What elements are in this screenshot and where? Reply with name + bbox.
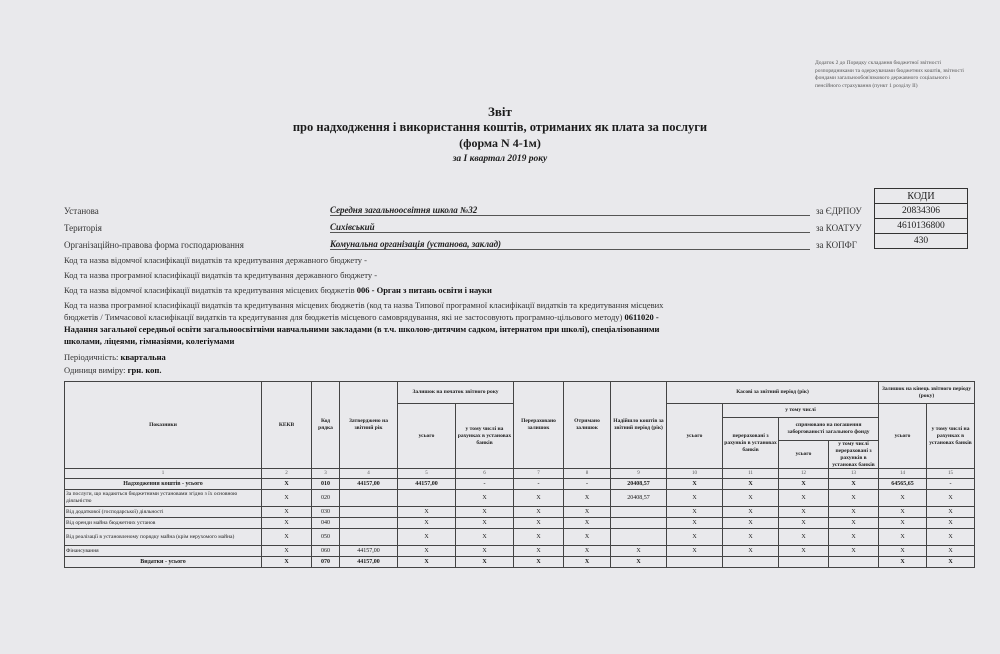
col-num: 13 (829, 469, 879, 479)
row-cell: X (927, 507, 975, 518)
row-cell: X (829, 529, 879, 546)
col-num: 3 (312, 469, 340, 479)
row-cell: X (611, 557, 667, 568)
row-cell: X (879, 546, 927, 557)
table-row (65, 490, 975, 507)
row-cell: X (564, 546, 611, 557)
table-row (65, 479, 975, 490)
row-cell: X (398, 557, 456, 568)
row-cell: X (723, 529, 779, 546)
unit (64, 365, 161, 375)
row-cell: - (456, 479, 514, 490)
row-cell: X (667, 546, 723, 557)
row-cell: 060 (312, 546, 340, 557)
row-name: Від оренди майна бюджетних установ (65, 518, 262, 529)
row-cell: X (879, 507, 927, 518)
row-cell: X (779, 479, 829, 490)
table-row (65, 518, 975, 529)
row-cell: X (927, 529, 975, 546)
periodicity-value: квартальна (120, 352, 166, 362)
row-name: Від додаткової (господарської) діяльності (65, 507, 262, 518)
row-cell: X (927, 557, 975, 568)
th-directed-split (779, 441, 878, 468)
col-num: 12 (779, 469, 829, 479)
col-num: 14 (879, 469, 927, 479)
row-cell: X (398, 529, 456, 546)
th-approved: Затверджено на звітний рік (340, 382, 398, 469)
th-row-code: Код рядка (312, 382, 340, 469)
table-row (65, 557, 975, 568)
row-cell: X (879, 529, 927, 546)
row-cell: 44157,00 (398, 479, 456, 490)
row-cell: 070 (312, 557, 340, 568)
row-cell: 030 (312, 507, 340, 518)
row-cell: 010 (312, 479, 340, 490)
code-label-koatuu: за КОАТУУ (816, 223, 862, 233)
th-cash-incl: у тому числі (723, 404, 879, 418)
row-cell: X (456, 518, 514, 529)
row-cell: X (514, 529, 564, 546)
th-transferred-banks: перераховані з рахунків в установах банків (723, 418, 779, 469)
line-prog-local-2-label: бюджетів / Тимчасової класифікації видатків та кредитування для бюджетів місцевого самоврядування, які не застосовують програмно-цільового методу) (64, 312, 623, 322)
th-directed-total: усього (779, 441, 829, 468)
row-cell (340, 507, 398, 518)
col-num: 2 (262, 469, 312, 479)
th-indicators: Показники (65, 382, 262, 469)
code-edrpou: 20834306 (875, 204, 968, 219)
row-cell: 20408,57 (611, 490, 667, 507)
row-cell (723, 557, 779, 568)
row-cell: 20408,57 (611, 479, 667, 490)
row-cell: X (456, 557, 514, 568)
row-cell: X (667, 490, 723, 507)
table-row (65, 507, 975, 518)
line-prog-local-name: Надання загальної середньої освіти загальноосвітніми навчальними закладами (в т.ч. школою-дитячим садком, інтернатом при школі), спеціалізованими (64, 324, 660, 334)
column-numbers-row (65, 469, 975, 479)
codes-table (874, 188, 968, 249)
table-row (65, 529, 975, 546)
field-label-legal-form: Організаційно-правова форма господарювання (64, 240, 244, 250)
field-label-institution: Установа (64, 206, 99, 216)
row-cell: X (514, 557, 564, 568)
row-cell (611, 507, 667, 518)
row-cell: X (723, 546, 779, 557)
report-period: за I квартал 2019 року (452, 154, 548, 164)
codes-header: КОДИ (875, 189, 968, 204)
code-label-kopfg: за КОПФГ (816, 240, 857, 250)
row-cell: - (514, 479, 564, 490)
line-dept-local (64, 285, 492, 295)
th-cash: Касові за звітний період (рік) (667, 382, 879, 404)
code-label-edrpou: за ЄДРПОУ (816, 206, 862, 216)
th-directed (779, 418, 879, 469)
th-end-total: усього (879, 404, 927, 469)
row-cell: X (927, 518, 975, 529)
row-name: Видатки - усього (65, 557, 262, 568)
line-prog-local-3 (64, 324, 974, 334)
row-cell: X (779, 546, 829, 557)
row-cell: X (667, 479, 723, 490)
th-end-incl-banks: у тому числі на рахунках в установах банків (927, 404, 975, 469)
row-name: Фінансування (65, 546, 262, 557)
row-cell (340, 518, 398, 529)
th-start-total: усього (398, 404, 456, 469)
th-transferred: Перераховано залишок (514, 382, 564, 469)
field-value-institution: Середня загальноосвітня школа №32 (330, 205, 810, 216)
row-cell: X (667, 518, 723, 529)
line-prog-state: Код та назва програмної класифікації видатків та кредитування державного бюджету - (64, 270, 378, 280)
row-cell: X (564, 490, 611, 507)
row-cell: 64565,65 (879, 479, 927, 490)
table-row (65, 546, 975, 557)
row-cell: X (398, 507, 456, 518)
th-start-balance: Залишок на початок звітного року (398, 382, 514, 404)
line-prog-local-code: 0611020 - (624, 312, 659, 322)
row-cell: - (927, 479, 975, 490)
row-cell: X (456, 507, 514, 518)
row-name: Від реалізації в установленому порядку майна (крім нерухомого майна) (65, 529, 262, 546)
field-value-territory: Сихівський (330, 222, 810, 233)
th-cash-total: усього (667, 404, 723, 469)
th-directed-label: спрямовано на погашення заборгованості загального фонду (779, 418, 878, 441)
row-cell: X (723, 518, 779, 529)
row-cell (398, 490, 456, 507)
row-cell: X (262, 546, 312, 557)
row-cell: X (829, 490, 879, 507)
col-num: 15 (927, 469, 975, 479)
line-dept-local-value: 006 - Орган з питань освіти і науки (356, 285, 492, 295)
table-body (65, 479, 975, 568)
th-start-incl-banks: у тому числі на рахунках в установах банків (456, 404, 514, 469)
th-kekv: КЕКВ (262, 382, 312, 469)
row-cell: X (829, 479, 879, 490)
row-cell (611, 518, 667, 529)
row-cell: X (564, 557, 611, 568)
row-cell: X (398, 518, 456, 529)
code-kopfg: 430 (875, 234, 968, 249)
th-received-funds: Надійшло коштів за звітний період (рік) (611, 382, 667, 469)
code-koatuu: 4610136800 (875, 219, 968, 234)
row-cell: X (611, 546, 667, 557)
row-cell: 050 (312, 529, 340, 546)
row-cell: X (723, 479, 779, 490)
report-title: Звіт (488, 104, 512, 119)
report-form: (форма N 4-1м) (459, 136, 541, 150)
row-cell: X (262, 518, 312, 529)
unit-label: Одиниця виміру: (64, 365, 126, 375)
row-cell (829, 557, 879, 568)
row-cell: X (723, 507, 779, 518)
row-cell: 44157,00 (340, 479, 398, 490)
col-num: 5 (398, 469, 456, 479)
row-cell: X (262, 507, 312, 518)
line-prog-local-2 (64, 312, 974, 322)
row-cell: X (779, 507, 829, 518)
row-cell: 040 (312, 518, 340, 529)
row-cell: 020 (312, 490, 340, 507)
row-cell: X (456, 546, 514, 557)
row-cell: X (262, 529, 312, 546)
field-value-legal-form: Комунальна організація (установа, заклад) (330, 239, 810, 250)
col-num: 10 (667, 469, 723, 479)
report-subtitle: про надходження і використання коштів, отриманих як плата за послуги (292, 120, 708, 134)
row-cell: X (779, 529, 829, 546)
row-cell: X (398, 546, 456, 557)
line-prog-local-4 (64, 336, 234, 346)
row-cell: X (879, 557, 927, 568)
row-cell: X (564, 529, 611, 546)
line-dept-local-label: Код та назва відомчої класифікації видатків та кредитування місцевих бюджетів (64, 285, 355, 295)
row-cell: X (779, 518, 829, 529)
row-cell: X (514, 490, 564, 507)
row-cell: - (564, 479, 611, 490)
row-cell: X (514, 518, 564, 529)
row-cell: X (262, 490, 312, 507)
periodicity-label: Періодичність: (64, 352, 119, 362)
th-received: Отримано залишок (564, 382, 611, 469)
row-cell: X (262, 557, 312, 568)
row-name: Надходження коштів - усього (65, 479, 262, 490)
row-cell: X (514, 507, 564, 518)
th-end-balance: Залишок на кінець звітного періоду (року) (879, 382, 975, 404)
row-cell (340, 529, 398, 546)
report-table (64, 381, 975, 568)
row-cell: X (514, 546, 564, 557)
row-cell: X (927, 546, 975, 557)
row-cell: X (879, 490, 927, 507)
row-cell: X (829, 546, 879, 557)
row-cell: X (456, 529, 514, 546)
periodicity (64, 352, 166, 362)
row-cell: X (262, 479, 312, 490)
line-prog-local-name-end: школами, ліцеями, гімназіями, колегіумами (64, 336, 235, 346)
row-name: За послуги, що надаються бюджетними установами згідно з їх основною діяльністю (65, 490, 262, 507)
row-cell (340, 490, 398, 507)
row-cell: X (564, 518, 611, 529)
row-cell: X (564, 507, 611, 518)
col-num: 7 (514, 469, 564, 479)
row-cell: 44157,00 (340, 546, 398, 557)
col-num: 9 (611, 469, 667, 479)
row-cell: X (667, 529, 723, 546)
row-cell: 44157,00 (340, 557, 398, 568)
row-cell: X (879, 518, 927, 529)
row-cell: X (927, 490, 975, 507)
col-num: 6 (456, 469, 514, 479)
row-cell (779, 557, 829, 568)
row-cell (611, 529, 667, 546)
row-cell: X (723, 490, 779, 507)
col-num: 1 (65, 469, 262, 479)
row-cell: X (667, 507, 723, 518)
line-prog-local-1: Код та назва програмної класифікації видатків та кредитування місцевих бюджетів (код та назва Типової програмної класифікації видатків та кредитування місцевих (64, 300, 664, 310)
line-dept-state: Код та назва відомчої класифікації видатків та кредитування державного бюджету - (64, 255, 368, 265)
appendix-note: Додаток 2 до Порядку складання бюджетної звітності розпорядниками та одержувачами бюджетних коштів, звітності фондами загальнообов'язкового державного соціального і пенсійного страхування (пункт 1 розділу II) (815, 60, 964, 89)
col-num: 4 (340, 469, 398, 479)
row-cell: X (829, 518, 879, 529)
field-label-territory: Територія (64, 223, 102, 233)
row-cell: X (829, 507, 879, 518)
col-num: 8 (564, 469, 611, 479)
th-directed-incl: у тому числі перераховані з рахунків в установах банків (832, 440, 875, 468)
unit-value: грн. коп. (127, 365, 162, 375)
row-cell (667, 557, 723, 568)
row-cell: X (779, 490, 829, 507)
row-cell: X (456, 490, 514, 507)
col-num: 11 (723, 469, 779, 479)
